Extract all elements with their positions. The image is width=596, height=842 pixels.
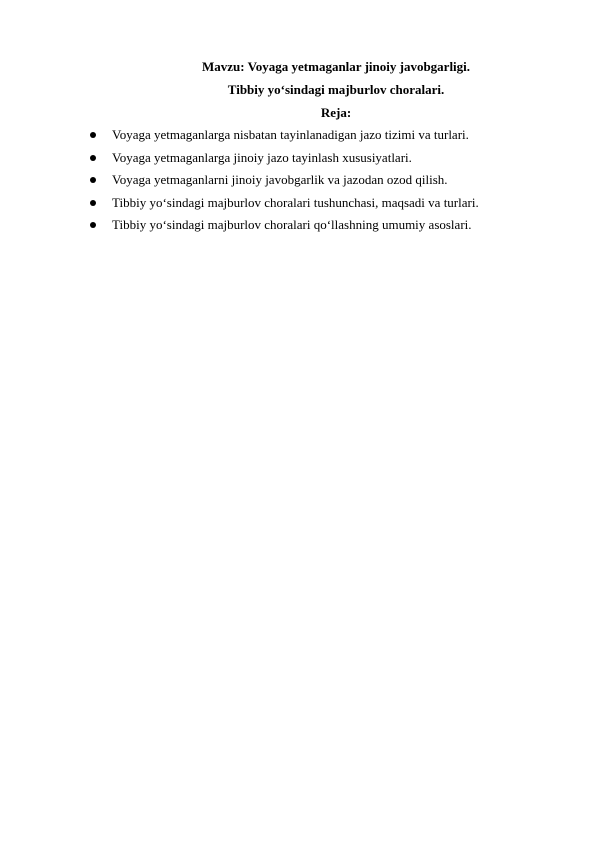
plan-item: [0, 150, 596, 173]
bullet-icon: [90, 132, 96, 138]
plan-item-text: Voyaga yetmaganlarga nisbatan tayinlanadigan jazo tizimi va turlari.: [112, 127, 469, 142]
bullet-icon: [90, 200, 96, 206]
plan-item: [0, 127, 596, 150]
topic-title: Mavzu: Voyaga yetmaganlar jinoiy javobgarligi.: [201, 59, 471, 74]
plan-heading: Reja:: [320, 105, 352, 120]
bullet-icon: [90, 177, 96, 183]
plan-item-text: Tibbiy yo‘sindagi majburlov choralari tushunchasi, maqsadi va turlari.: [112, 194, 479, 210]
bullet-icon: [90, 222, 96, 228]
plan-item-text: Voyaga yetmaganlarni jinoiy javobgarlik va jazodan ozod qilish.: [112, 172, 448, 188]
subtopic-title: Tibbiy yo‘sindagi majburlov choralari.: [227, 82, 445, 97]
plan-item-text: Tibbiy yo‘sindagi majburlov choralari qo‘llashning umumiy asoslari.: [112, 217, 472, 233]
plan-item: [0, 172, 596, 195]
bullet-icon: [90, 155, 96, 161]
plan-item-text: Voyaga yetmaganlarga jinoiy jazo tayinlash xususiyatlari.: [112, 149, 412, 165]
plan-list: [0, 127, 596, 240]
plan-item: [0, 217, 596, 240]
plan-item: [0, 195, 596, 218]
